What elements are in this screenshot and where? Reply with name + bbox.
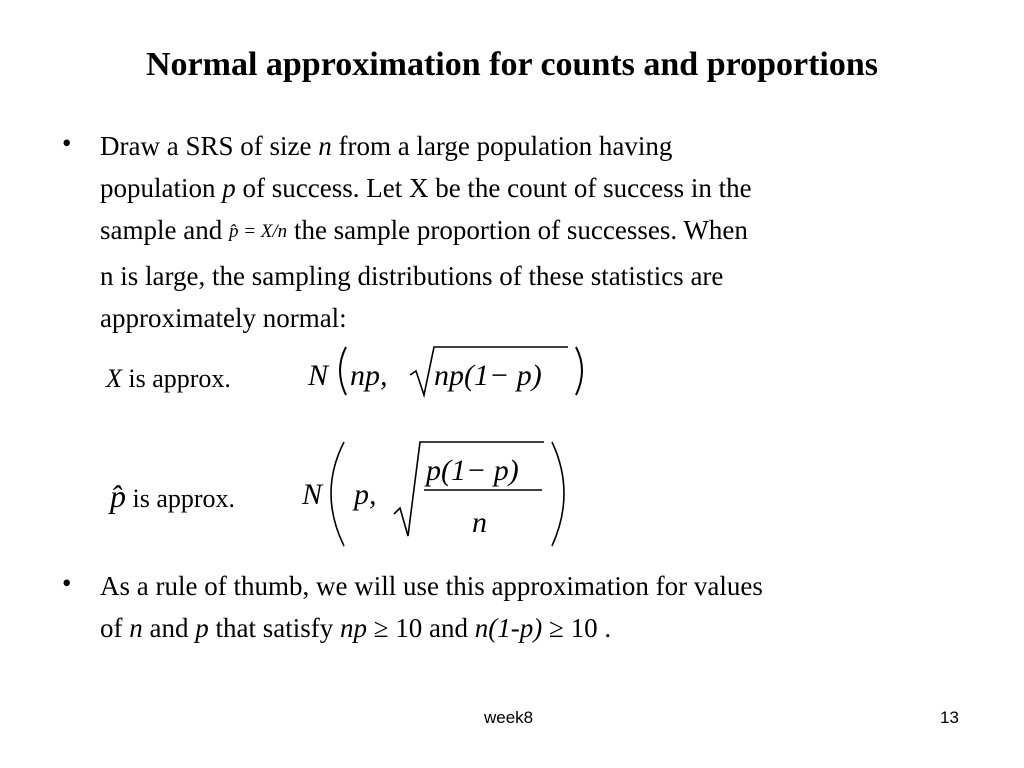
formula-2-N: N	[302, 478, 323, 511]
formula-1-N: N	[308, 359, 329, 392]
bullet-2-seg5: ≥ 10 and	[366, 613, 475, 643]
bullet-1-text	[100, 125, 980, 339]
page-number: 13	[940, 708, 959, 727]
bullet-1-line5: approximately normal:	[100, 303, 347, 333]
formula-1-var: X	[106, 364, 122, 393]
bullet-2-seg6: ≥ 10 .	[542, 613, 612, 643]
bullet-1-seg5: sample and	[100, 215, 229, 245]
bullet-2-seg4: that satisfy	[208, 613, 340, 643]
var-n: n	[318, 131, 332, 161]
formula-1-arg1: np,	[350, 359, 388, 392]
bullet-1-seg4: of success. Let X be the count of success in the	[235, 173, 752, 203]
footer-week: week8	[484, 708, 534, 727]
slide-title: Normal approximation for counts and proportions	[145, 46, 879, 83]
bullet-marker: •	[62, 128, 72, 158]
bullet-1-seg2: from a large population having	[331, 131, 673, 161]
bullet-marker-2: •	[62, 568, 72, 598]
bullet-2-n1p: n(1-p)	[474, 613, 543, 643]
bullet-2-var-p: p	[195, 613, 209, 643]
formula-1-left-paren	[340, 347, 346, 395]
formula-1-sqrt-body: np(1− p)	[434, 359, 542, 392]
formula-1-right-paren	[576, 347, 582, 395]
formula-2-denominator: n	[472, 506, 487, 539]
formula-2-arg1: p,	[354, 478, 377, 511]
formula-2-left-paren	[331, 442, 344, 546]
bullet-1-line4: n is large, the sampling distributions of these statistics are	[100, 261, 724, 291]
formula-1-label-text: is approx.	[121, 364, 231, 393]
phat-formula: p̂ = X/n	[228, 221, 288, 242]
formula-2-label-text: is approx.	[126, 484, 236, 513]
bullet-1-seg3: population	[100, 173, 223, 203]
bullet-2-seg2: of	[100, 613, 130, 643]
bullet-2-text	[100, 565, 980, 649]
bullet-2-np: np	[339, 613, 367, 643]
bullet-2-line1: As a rule of thumb, we will use this approximation for values	[100, 571, 763, 601]
formula-1-label	[106, 364, 231, 394]
var-p: p	[222, 173, 236, 203]
formula-1	[300, 335, 600, 405]
bullet-2-var-n: n	[129, 613, 143, 643]
formula-2-label	[110, 478, 235, 515]
bullet-1-seg1: Draw a SRS of size	[100, 131, 319, 161]
formula-2-right-paren	[552, 442, 564, 546]
bullet-1-seg6: the sample proportion of successes. When	[287, 215, 748, 245]
formula-2	[298, 438, 578, 553]
bullet-2-seg3: and	[142, 613, 196, 643]
formula-2-var: p̂	[110, 478, 126, 514]
formula-2-numerator: p(1− p)	[426, 454, 519, 487]
